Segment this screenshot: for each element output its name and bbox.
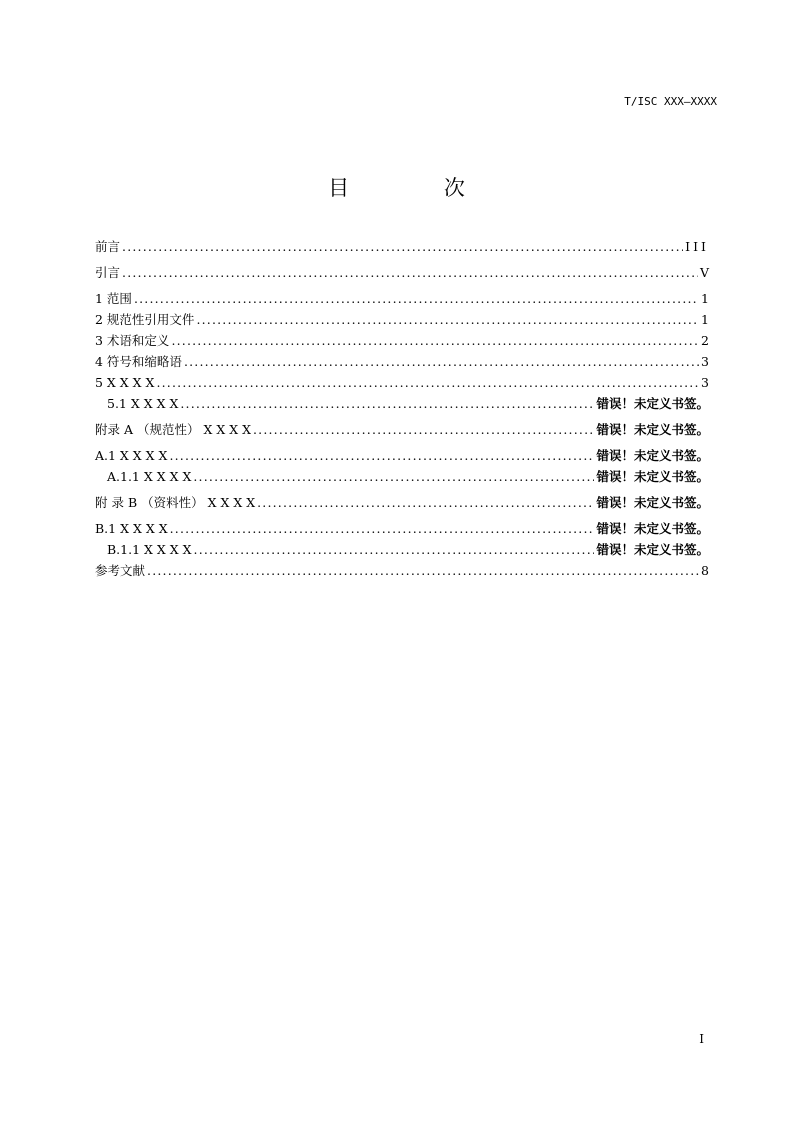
toc-entry-annex-b[interactable] xyxy=(95,492,709,513)
toc-entry-page: V xyxy=(699,265,709,280)
toc-leader-dots xyxy=(180,393,594,414)
toc-entry-page-error: 错误！未定义书签。 xyxy=(596,422,709,437)
toc-entry-label: A.1 X X X X xyxy=(95,448,168,463)
toc-entry-introduction[interactable] xyxy=(95,262,709,283)
toc-leader-dots xyxy=(196,309,699,330)
toc-entry-annex-b-1[interactable] xyxy=(95,518,709,539)
toc-leader-dots xyxy=(169,445,594,466)
toc-entry-page-error: 错误！未定义书签。 xyxy=(596,495,709,510)
toc-entry-page: 1 xyxy=(701,291,709,306)
toc-entry-label: 前言 xyxy=(95,239,121,254)
toc-leader-dots xyxy=(134,288,699,309)
toc-leader-dots xyxy=(156,372,699,393)
toc-leader-dots xyxy=(257,492,594,513)
toc-entry-page: 3 xyxy=(701,354,709,369)
toc-entry-foreword[interactable] xyxy=(95,236,709,257)
toc-entry-annex-a[interactable] xyxy=(95,419,709,440)
toc-entry-page-error: 错误！未定义书签。 xyxy=(596,542,709,557)
toc-leader-dots xyxy=(193,466,594,487)
page-number: I xyxy=(699,1032,704,1046)
toc-entry-annex-a-1-1[interactable] xyxy=(95,466,709,487)
toc-entry-page: III xyxy=(685,239,709,254)
toc-leader-dots xyxy=(122,236,683,257)
toc-entry-label: 引言 xyxy=(95,265,121,280)
toc-entry-label: B.1 X X X X xyxy=(95,521,168,536)
toc-leader-dots xyxy=(184,351,699,372)
toc-entry-page-error: 错误！未定义书签。 xyxy=(596,396,709,411)
toc-entry-label: 附 录 B （资料性） X X X X xyxy=(95,495,256,510)
toc-entry-bibliography[interactable] xyxy=(95,560,709,581)
toc-leader-dots xyxy=(147,560,699,581)
toc-entry-page: 1 xyxy=(701,312,709,327)
toc-entry-normative-references[interactable] xyxy=(95,309,709,330)
toc-entry-label: 4 符号和缩略语 xyxy=(95,354,182,369)
toc-leader-dots xyxy=(253,419,595,440)
toc-entry-page-error: 错误！未定义书签。 xyxy=(596,521,709,536)
toc-entry-page-error: 错误！未定义书签。 xyxy=(596,469,709,484)
toc-entry-symbols-abbreviations[interactable] xyxy=(95,351,709,372)
toc-entry-label: 附录 A （规范性） X X X X xyxy=(95,422,251,437)
toc-entry-page: 2 xyxy=(701,333,709,348)
toc-entry-label: 参考文献 xyxy=(95,563,146,578)
toc-entry-label: 5 X X X X xyxy=(95,375,155,390)
toc-entry-terms-definitions[interactable] xyxy=(95,330,709,351)
toc-entry-label: 1 范围 xyxy=(95,291,132,306)
toc-entry-annex-b-1-1[interactable] xyxy=(95,539,709,560)
toc-entry-label: B.1.1 X X X X xyxy=(107,542,192,557)
toc-leader-dots xyxy=(170,518,595,539)
toc-entry-label: 3 术语和定义 xyxy=(95,333,170,348)
toc-entry-label: A.1.1 X X X X xyxy=(107,469,192,484)
toc-entry-page: 8 xyxy=(701,563,709,578)
toc-entry-scope[interactable] xyxy=(95,288,709,309)
toc-entry-label: 5.1 X X X X xyxy=(107,396,179,411)
page-title: 目 次 xyxy=(328,176,509,200)
standard-code: T/ISC XXX—XXXX xyxy=(624,95,717,108)
table-of-contents xyxy=(95,236,709,581)
toc-entry-label: 2 规范性引用文件 xyxy=(95,312,195,327)
toc-entry-page: 3 xyxy=(701,375,709,390)
toc-entry-annex-a-1[interactable] xyxy=(95,445,709,466)
toc-entry-section-5-1[interactable] xyxy=(95,393,709,414)
toc-leader-dots xyxy=(194,539,595,560)
toc-entry-section-5[interactable] xyxy=(95,372,709,393)
toc-leader-dots xyxy=(122,262,698,283)
toc-entry-page-error: 错误！未定义书签。 xyxy=(596,448,709,463)
toc-leader-dots xyxy=(171,330,699,351)
